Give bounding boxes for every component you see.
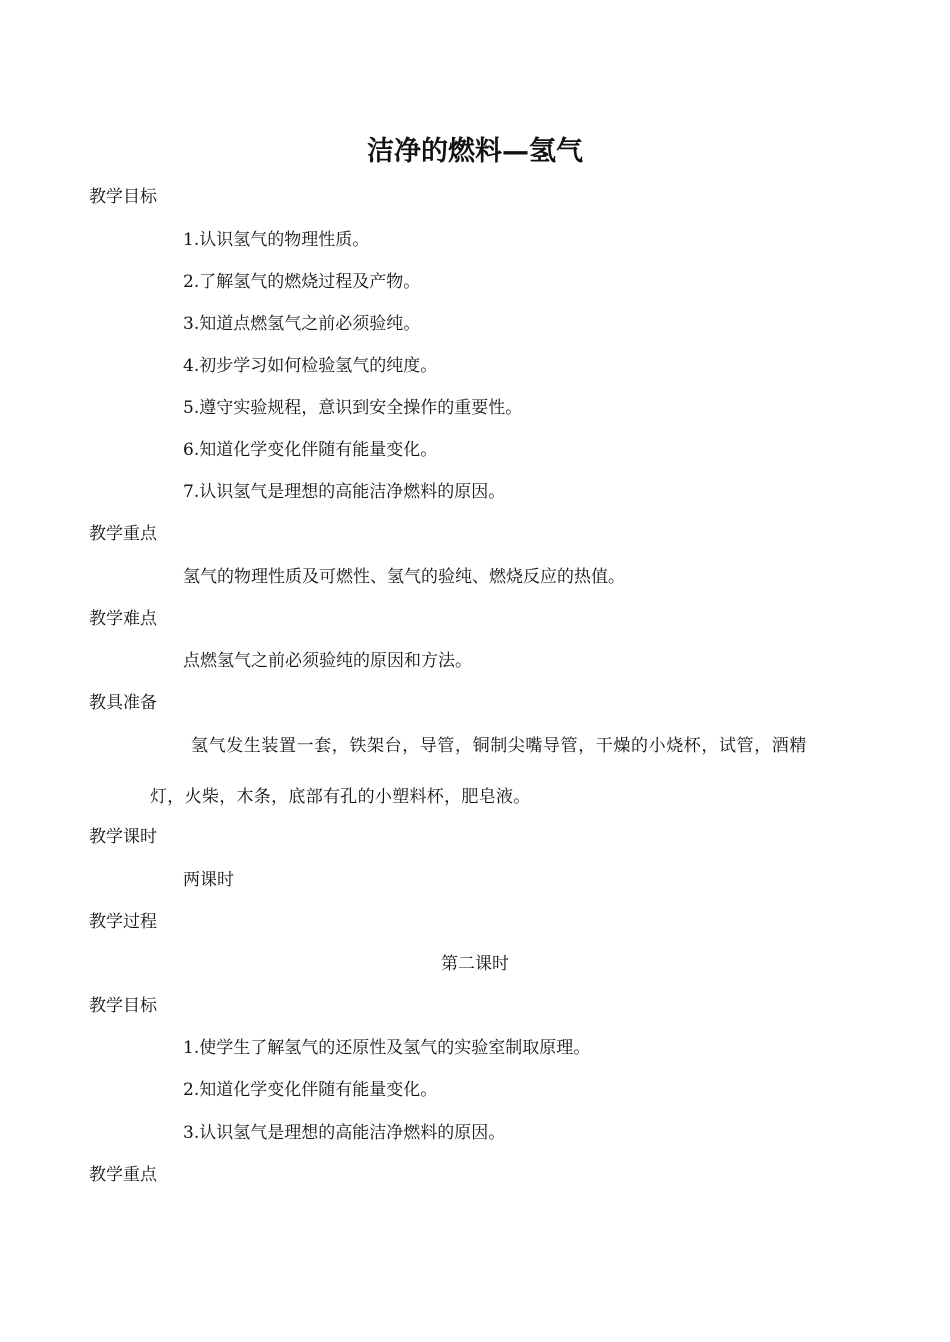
goal-item: 1.认识氢气的物理性质。 (183, 230, 370, 250)
goal-item: 7.认识氢气是理想的高能洁净燃料的原因。 (183, 482, 506, 502)
goal-item: 3.知道点燃氢气之前必须验纯。 (183, 314, 421, 334)
goal-item: 1.使学生了解氢气的还原性及氢气的实验室制取原理。 (183, 1038, 591, 1058)
goal-item: 2.知道化学变化伴随有能量变化。 (183, 1080, 438, 1100)
section-heading-hours: 教学课时 (89, 827, 157, 847)
section-heading-goals-2: 教学目标 (89, 996, 157, 1016)
hours-text: 两课时 (183, 870, 234, 890)
section-heading-materials: 教具准备 (89, 693, 157, 713)
document-title: 洁净的燃料—氢气 (367, 136, 583, 167)
key-points-text: 氢气的物理性质及可燃性、氢气的验纯、燃烧反应的热值。 (183, 567, 625, 587)
goal-item: 2.了解氢气的燃烧过程及产物。 (183, 272, 421, 292)
materials-text-line2: 灯，火柴，木条，底部有孔的小塑料杯，肥皂液。 (150, 787, 531, 807)
difficulties-text: 点燃氢气之前必须验纯的原因和方法。 (183, 651, 472, 671)
goal-item: 5.遵守实验规程，意识到安全操作的重要性。 (183, 398, 523, 418)
goal-item: 6.知道化学变化伴随有能量变化。 (183, 440, 438, 460)
section-heading-difficulties: 教学难点 (89, 609, 157, 629)
section-heading-key-points-2: 教学重点 (89, 1165, 157, 1185)
section-heading-key-points: 教学重点 (89, 524, 157, 544)
section-heading-goals: 教学目标 (89, 187, 157, 207)
materials-text-line1: 氢气发生装置一套，铁架台，导管，铜制尖嘴导管，干燥的小烧杯，试管，酒精 (191, 736, 807, 756)
lesson-subtitle: 第二课时 (441, 954, 509, 974)
goal-item: 4.初步学习如何检验氢气的纯度。 (183, 356, 438, 376)
goal-item: 3.认识氢气是理想的高能洁净燃料的原因。 (183, 1123, 506, 1143)
section-heading-process: 教学过程 (89, 912, 157, 932)
